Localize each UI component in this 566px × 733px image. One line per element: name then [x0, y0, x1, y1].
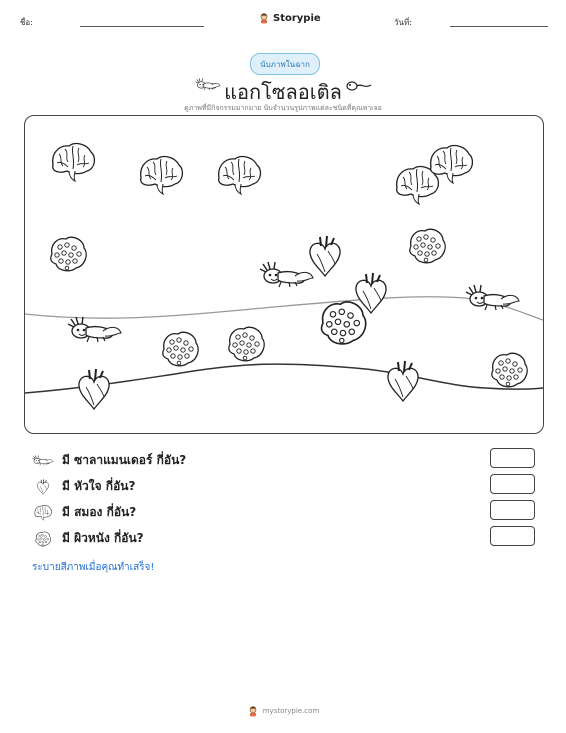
axolotl-item[interactable]	[466, 285, 519, 310]
skin-item[interactable]	[51, 237, 86, 271]
answer-box[interactable]	[490, 500, 535, 520]
question-text: มี ผิวหนัง กี่อัน?	[62, 531, 144, 545]
answer-box[interactable]	[490, 448, 535, 468]
date-label: วันที่:	[394, 18, 412, 27]
skin-item[interactable]	[322, 302, 366, 344]
question-row	[32, 529, 144, 548]
back-ground-line	[25, 297, 543, 320]
name-label: ชื่อ:	[20, 18, 33, 27]
coloring-note: ระบายสีภาพเมื่อคุณทำเสร็จ!	[32, 562, 155, 573]
brain-item[interactable]	[219, 157, 261, 194]
axolotl-item[interactable]	[68, 317, 121, 342]
answer-box[interactable]	[490, 474, 535, 494]
question-text: มี สมอง กี่อัน?	[62, 505, 137, 519]
brand-logo	[258, 12, 321, 24]
skin-item[interactable]	[163, 332, 198, 366]
brain-icon	[32, 505, 54, 521]
question-text: มี ซาลาแมนเดอร์ กี่อัน?	[62, 453, 187, 467]
question-row	[32, 451, 186, 470]
scene-illustration	[25, 116, 543, 433]
mascot-icon	[258, 12, 270, 24]
heart-icon	[32, 479, 54, 495]
instructions: ดูภาพที่มีกิจกรรมมากมาย นับจำนวนรูปภาพแต่ละชนิดที่คุณหาเจอ	[184, 104, 382, 112]
skin-item[interactable]	[492, 353, 527, 387]
page-title: แอกโซลอเติล	[224, 80, 342, 104]
heart-item[interactable]	[388, 361, 418, 401]
date-line[interactable]	[450, 26, 548, 27]
scene-panel	[24, 115, 544, 434]
question-row	[32, 503, 136, 522]
mascot-icon	[247, 705, 259, 717]
heart-item[interactable]	[79, 369, 109, 409]
footer-site[interactable]: mystorypie.com	[262, 707, 320, 715]
brain-item[interactable]	[141, 157, 183, 194]
title-tadpole-icon	[346, 79, 372, 93]
axolotl-item[interactable]	[260, 262, 313, 287]
skin-item[interactable]	[229, 327, 264, 361]
heart-item[interactable]	[356, 273, 386, 313]
brand-name: Storypie	[273, 12, 321, 24]
heart-item[interactable]	[310, 236, 340, 276]
brain-item[interactable]	[53, 144, 95, 181]
skin-icon	[32, 531, 54, 547]
question-text: มี หัวใจ กี่อัน?	[62, 479, 136, 493]
name-line[interactable]	[80, 26, 204, 27]
skin-item[interactable]	[410, 229, 445, 263]
axolotl-icon	[32, 454, 54, 468]
footer	[0, 705, 566, 717]
question-row	[32, 477, 135, 496]
tag-pill: นับภาพในฉาก	[250, 53, 320, 75]
answer-box[interactable]	[490, 526, 535, 546]
